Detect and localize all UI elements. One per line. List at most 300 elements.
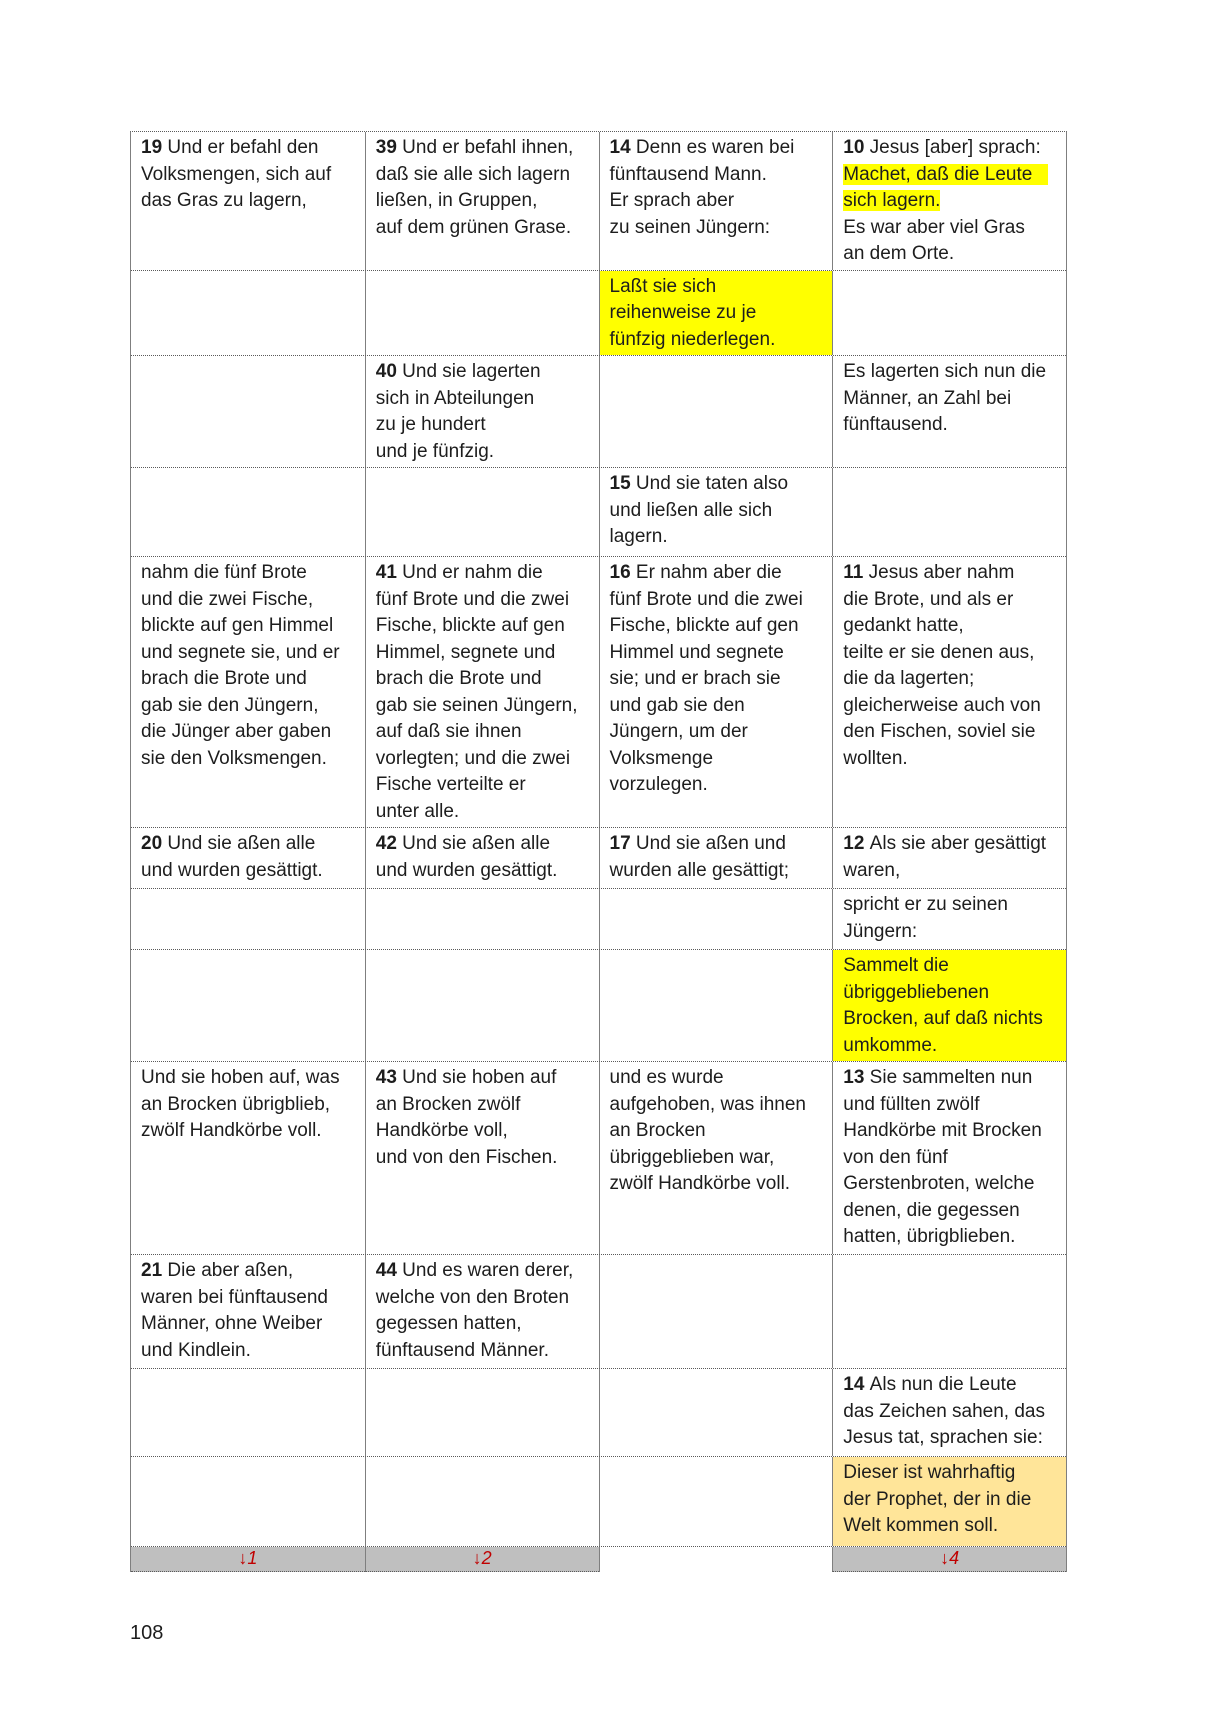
text-line xyxy=(141,162,359,189)
text-segment: 12 xyxy=(843,833,870,854)
text-line xyxy=(843,1224,1060,1251)
text-segment: auf daß sie ihnen xyxy=(375,721,522,742)
table-cell-r7c4 xyxy=(832,889,1066,949)
text-line xyxy=(376,135,593,162)
table-cell-r4c3 xyxy=(599,468,833,556)
table-row xyxy=(131,132,1066,271)
text-line xyxy=(833,1547,1066,1570)
table-row xyxy=(131,889,1066,950)
text-segment: welche von den Broten xyxy=(375,1286,570,1308)
text-segment: Jesus [aber] sprach: xyxy=(869,137,1041,158)
text-segment: Himmel und segnete xyxy=(609,641,784,663)
text-segment: 14 xyxy=(843,1374,870,1395)
text-line xyxy=(141,560,359,587)
text-line xyxy=(610,162,827,189)
table-cell-r2c3 xyxy=(599,271,833,356)
text-segment: Jesus tat, sprachen sie: xyxy=(843,1427,1043,1448)
text-line xyxy=(376,188,593,215)
text-segment: 43 xyxy=(375,1067,403,1088)
text-segment: 13 xyxy=(843,1067,870,1088)
text-line xyxy=(376,831,593,858)
text-line xyxy=(843,1065,1060,1092)
text-segment: fünftausend Männer. xyxy=(375,1339,549,1361)
text-line xyxy=(843,1092,1060,1119)
text-line xyxy=(610,274,827,301)
table-cell-r10c4 xyxy=(832,1255,1066,1368)
text-line xyxy=(141,1092,359,1119)
text-line xyxy=(610,560,827,587)
text-line xyxy=(141,693,359,720)
table-row xyxy=(131,468,1066,557)
text-line xyxy=(843,1460,1060,1487)
table-cell-r1c4 xyxy=(832,132,1066,270)
text-segment: vorzulegen. xyxy=(609,774,708,795)
text-line xyxy=(376,1065,593,1092)
text-line xyxy=(610,772,827,799)
text-line xyxy=(376,613,593,640)
text-line xyxy=(610,1065,827,1092)
text-line xyxy=(610,693,827,720)
text-line xyxy=(376,162,593,189)
table-cell-r6c1 xyxy=(131,828,365,888)
table-cell-r7c3 xyxy=(599,889,833,949)
text-segment: gab sie den Jüngern, xyxy=(141,694,319,716)
text-line xyxy=(843,1171,1060,1198)
page-number: 108 xyxy=(130,1622,164,1644)
text-line xyxy=(843,188,1060,215)
text-line xyxy=(610,666,827,693)
text-segment: Volksmengen, sich auf xyxy=(141,163,332,185)
text-line xyxy=(376,746,593,773)
text-line xyxy=(843,1372,1060,1399)
table-cell-r13c3 xyxy=(599,1547,833,1572)
text-line xyxy=(843,1033,1060,1060)
table-row xyxy=(131,1547,1066,1572)
table-cell-r12c3 xyxy=(599,1457,833,1546)
text-segment: brach die Brote und xyxy=(375,668,542,689)
text-line xyxy=(141,1065,359,1092)
text-line xyxy=(843,162,1060,189)
text-segment: und wurden gesättigt. xyxy=(375,859,558,881)
text-line xyxy=(843,215,1060,242)
text-line xyxy=(141,1285,359,1312)
text-line xyxy=(843,386,1060,413)
text-line xyxy=(843,587,1060,614)
table-cell-r3c3 xyxy=(599,356,833,467)
table-cell-r11c4 xyxy=(832,1369,1066,1456)
table-cell-r13c2 xyxy=(365,1547,599,1572)
table-cell-r2c1 xyxy=(131,271,365,356)
table-row xyxy=(131,356,1066,468)
table-cell-r11c2 xyxy=(365,1369,599,1456)
text-line xyxy=(376,412,593,439)
text-segment: Männer, an Zahl bei xyxy=(843,387,1012,409)
text-segment: daß sie alle sich lagern xyxy=(375,163,571,185)
text-segment: Handkörbe voll, xyxy=(375,1120,508,1141)
table-cell-r6c2 xyxy=(365,828,599,888)
table-cell-r11c1 xyxy=(131,1369,365,1456)
table-row xyxy=(131,271,1066,357)
text-line xyxy=(610,1092,827,1119)
text-line xyxy=(610,1145,827,1172)
text-segment: vorlegten; und die zwei xyxy=(375,747,571,769)
text-line xyxy=(843,693,1060,720)
text-segment: blickte auf gen Himmel xyxy=(141,615,334,636)
table-cell-r7c2 xyxy=(365,889,599,949)
text-segment: Und sie aßen und xyxy=(635,833,786,854)
text-segment: sich lagern. xyxy=(843,190,941,211)
text-segment: an Brocken xyxy=(609,1120,706,1141)
text-segment: die Jünger aber gaben xyxy=(141,721,332,742)
text-segment: Er sprach aber xyxy=(609,190,735,211)
table-cell-r3c2 xyxy=(365,356,599,467)
text-segment: sie; und er brach sie xyxy=(609,668,781,689)
text-line xyxy=(843,892,1060,919)
text-line xyxy=(366,1547,599,1570)
text-segment: spricht er zu seinen xyxy=(843,894,1008,915)
text-line xyxy=(843,1487,1060,1514)
text-segment: 21 xyxy=(141,1260,168,1281)
table-cell-r2c4 xyxy=(832,271,1066,356)
table-cell-r8c2 xyxy=(365,950,599,1061)
text-segment: Jesus aber nahm xyxy=(868,562,1015,583)
text-segment: 44 xyxy=(375,1260,403,1281)
table-cell-r9c2 xyxy=(365,1062,599,1254)
text-segment: von den fünf xyxy=(843,1146,948,1168)
text-segment: teilte er sie denen aus, xyxy=(843,641,1035,663)
text-segment: und segnete sie, und er xyxy=(141,641,340,663)
table-cell-r2c2 xyxy=(365,271,599,356)
text-line xyxy=(843,666,1060,693)
text-segment: Und sie aßen alle xyxy=(167,833,316,854)
text-segment: fünfzig niederlegen. xyxy=(609,328,776,350)
text-segment: gedankt hatte, xyxy=(843,615,964,636)
text-segment: aufgehoben, was ihnen xyxy=(609,1093,806,1115)
text-line xyxy=(376,1285,593,1312)
table-cell-r10c2 xyxy=(365,1255,599,1368)
table-cell-r6c4 xyxy=(832,828,1066,888)
text-line xyxy=(376,439,593,466)
table-cell-r7c1 xyxy=(131,889,365,949)
table-row xyxy=(131,1369,1066,1457)
text-segment: Jüngern: xyxy=(843,920,918,942)
text-line xyxy=(141,1118,359,1145)
text-line xyxy=(610,1118,827,1145)
table-row xyxy=(131,1457,1066,1547)
table-row xyxy=(131,1062,1066,1255)
text-line xyxy=(376,799,593,826)
text-segment: ließen, in Gruppen, xyxy=(375,190,538,211)
synopsis-table xyxy=(130,131,1067,1572)
text-line xyxy=(376,640,593,667)
table-cell-r10c3 xyxy=(599,1255,833,1368)
text-segment: waren bei fünftausend xyxy=(141,1286,328,1308)
text-line xyxy=(141,746,359,773)
text-line xyxy=(843,640,1060,667)
text-line xyxy=(610,215,827,242)
text-line xyxy=(141,188,359,215)
text-segment: Männer, ohne Weiber xyxy=(141,1313,323,1334)
text-segment: die Brote, und als er xyxy=(843,588,1014,610)
text-segment: Welt kommen soll. xyxy=(843,1515,999,1536)
text-segment: Und es waren derer, xyxy=(402,1260,574,1281)
text-line xyxy=(843,1145,1060,1172)
text-segment: Und er nahm die xyxy=(402,562,543,583)
text-line xyxy=(843,135,1060,162)
text-segment: 19 xyxy=(141,137,168,158)
text-segment: und füllten zwölf xyxy=(843,1093,980,1115)
text-segment: gleicherweise auch von xyxy=(843,694,1041,716)
table-cell-r6c3 xyxy=(599,828,833,888)
text-segment: zu seinen Jüngern: xyxy=(609,216,771,238)
text-line xyxy=(610,613,827,640)
text-line xyxy=(843,412,1060,439)
text-segment: der Prophet, der in die xyxy=(843,1488,1032,1510)
text-segment: zwölf Handkörbe voll. xyxy=(609,1173,791,1194)
text-segment: an Brocken zwölf xyxy=(375,1093,521,1115)
text-line xyxy=(376,560,593,587)
text-segment: 20 xyxy=(141,833,168,854)
text-line xyxy=(141,858,359,885)
text-line xyxy=(610,858,827,885)
text-segment: umkomme. xyxy=(843,1034,938,1056)
text-segment: wollten. xyxy=(843,747,908,769)
table-cell-r12c1 xyxy=(131,1457,365,1546)
text-line xyxy=(610,300,827,327)
text-segment: Fische, blickte auf gen xyxy=(609,615,799,636)
text-line xyxy=(131,1547,365,1570)
text-line xyxy=(141,1258,359,1285)
text-segment: Es lagerten sich nun die xyxy=(843,361,1047,382)
text-line xyxy=(843,719,1060,746)
table-cell-r11c3 xyxy=(599,1369,833,1456)
text-segment: und von den Fischen. xyxy=(375,1146,558,1168)
text-segment: Laßt sie sich xyxy=(609,275,717,297)
text-segment: übriggeblieben war, xyxy=(609,1146,775,1168)
text-line xyxy=(141,1338,359,1365)
text-segment: Brocken, auf daß nichts xyxy=(843,1008,1043,1029)
table-cell-r8c4 xyxy=(832,950,1066,1061)
text-segment: den Fischen, soviel sie xyxy=(843,721,1036,742)
table-cell-r3c1 xyxy=(131,356,365,467)
text-line xyxy=(610,587,827,614)
text-segment: und je fünfzig. xyxy=(375,440,495,462)
text-line xyxy=(843,919,1060,946)
text-segment: und Kindlein. xyxy=(141,1339,251,1361)
table-cell-r4c2 xyxy=(365,468,599,556)
table-cell-r1c2 xyxy=(365,132,599,270)
table-cell-r5c3 xyxy=(599,557,833,827)
text-segment: unter alle. xyxy=(375,800,460,822)
text-line xyxy=(843,953,1060,980)
table-cell-r9c4 xyxy=(832,1062,1066,1254)
text-line xyxy=(376,1092,593,1119)
text-segment: fünftausend Mann. xyxy=(609,163,767,185)
text-segment: Fische, blickte auf gen xyxy=(375,615,565,636)
text-segment: das Gras zu lagern, xyxy=(141,190,307,211)
text-segment: nahm die fünf Brote xyxy=(141,562,307,583)
table-cell-r1c1 xyxy=(131,132,365,270)
table-row xyxy=(131,828,1066,889)
text-segment: 39 xyxy=(375,137,403,158)
text-segment: brach die Brote und xyxy=(141,668,307,689)
text-segment: Und er befahl ihnen, xyxy=(402,137,574,158)
text-line xyxy=(141,1311,359,1338)
page-ref-arrow: ↓2 xyxy=(472,1548,492,1568)
text-segment: Dieser ist wahrhaftig xyxy=(843,1462,1016,1483)
text-line xyxy=(141,135,359,162)
text-line xyxy=(376,666,593,693)
text-line xyxy=(610,471,827,498)
text-segment: Es war aber viel Gras xyxy=(843,216,1025,238)
text-line xyxy=(843,359,1060,386)
text-segment: Sie sammelten nun xyxy=(869,1067,1033,1088)
table-cell-r4c1 xyxy=(131,468,365,556)
text-segment: zwölf Handkörbe voll. xyxy=(141,1120,322,1141)
text-line xyxy=(141,719,359,746)
text-segment: das Zeichen sahen, das xyxy=(843,1400,1045,1422)
text-segment: 11 xyxy=(843,562,869,583)
text-segment: Und er befahl den xyxy=(167,137,319,158)
table-cell-r13c1 xyxy=(131,1547,365,1572)
text-line xyxy=(843,241,1060,268)
table-cell-r5c2 xyxy=(365,557,599,827)
table-cell-r5c4 xyxy=(832,557,1066,827)
text-segment: lagern. xyxy=(609,526,668,547)
text-line xyxy=(610,746,827,773)
text-line xyxy=(843,1198,1060,1225)
text-line xyxy=(843,1006,1060,1033)
text-segment: 15 xyxy=(609,473,636,494)
text-segment: Jüngern, um der xyxy=(609,721,748,742)
text-line xyxy=(610,719,827,746)
text-line xyxy=(843,831,1060,858)
text-line xyxy=(376,587,593,614)
text-segment: und gab sie den xyxy=(609,694,745,716)
text-line xyxy=(376,215,593,242)
text-line xyxy=(376,1311,593,1338)
text-segment: 10 xyxy=(843,137,870,158)
text-line xyxy=(610,640,827,667)
table-cell-r12c2 xyxy=(365,1457,599,1546)
text-segment: fünf Brote und die zwei xyxy=(609,588,803,610)
text-segment: fünf Brote und die zwei xyxy=(375,588,570,610)
table-cell-r13c4 xyxy=(832,1547,1066,1572)
text-segment: an Brocken übrigblieb, xyxy=(141,1093,331,1115)
text-line xyxy=(843,1399,1060,1426)
text-segment: 41 xyxy=(375,562,403,583)
text-segment: auf dem grünen Grase. xyxy=(375,216,572,238)
text-line xyxy=(141,640,359,667)
text-segment: Sammelt die xyxy=(843,955,949,976)
text-line xyxy=(376,1145,593,1172)
text-line xyxy=(843,746,1060,773)
text-segment: 16 xyxy=(609,562,636,583)
text-segment: Die aber aßen, xyxy=(167,1260,294,1281)
text-line xyxy=(141,831,359,858)
table-cell-r9c1 xyxy=(131,1062,365,1254)
text-segment: Und sie taten also xyxy=(635,473,789,494)
text-line xyxy=(141,666,359,693)
text-line xyxy=(610,135,827,162)
text-segment: und ließen alle sich xyxy=(609,499,773,521)
text-line xyxy=(141,613,359,640)
text-line xyxy=(843,858,1060,885)
text-line xyxy=(376,359,593,386)
text-segment: 17 xyxy=(609,833,636,854)
table-cell-r12c4 xyxy=(832,1457,1066,1546)
text-segment: und es wurde xyxy=(609,1067,724,1088)
text-segment: wurden alle gesättigt; xyxy=(609,859,790,881)
text-segment: hatten, übrigblieben. xyxy=(843,1226,1016,1247)
text-segment: 14 xyxy=(609,137,636,158)
table-cell-r8c1 xyxy=(131,950,365,1061)
text-segment: denen, die gegessen xyxy=(843,1199,1020,1221)
text-line xyxy=(610,831,827,858)
table-row xyxy=(131,1255,1066,1369)
text-line xyxy=(610,524,827,551)
table-row xyxy=(131,950,1066,1062)
text-line xyxy=(376,772,593,799)
text-segment: waren, xyxy=(843,859,901,881)
text-segment: Er nahm aber die xyxy=(635,562,782,583)
text-segment: Und sie aßen alle xyxy=(402,833,551,854)
table-cell-r5c1 xyxy=(131,557,365,827)
text-segment: Denn es waren bei xyxy=(635,137,795,158)
text-segment: 42 xyxy=(375,833,403,854)
text-segment: fünftausend. xyxy=(843,414,948,435)
text-line xyxy=(376,1258,593,1285)
text-segment: Volksmenge xyxy=(609,747,714,769)
text-line xyxy=(610,1171,827,1198)
text-segment: übriggebliebenen xyxy=(843,981,990,1003)
text-segment: gab sie seinen Jüngern, xyxy=(375,694,578,716)
text-line xyxy=(376,693,593,720)
text-segment: Himmel, segnete und xyxy=(375,641,556,663)
text-segment: die da lagerten; xyxy=(843,668,975,689)
text-segment: reihenweise zu je xyxy=(609,302,757,323)
text-line xyxy=(843,1513,1060,1540)
text-segment: Und sie hoben auf xyxy=(402,1067,557,1088)
text-segment: Handkörbe mit Brocken xyxy=(843,1120,1042,1141)
page-ref-arrow: ↓4 xyxy=(940,1548,960,1568)
text-line xyxy=(610,188,827,215)
table-cell-r3c4 xyxy=(832,356,1066,467)
text-segment: sie den Volksmengen. xyxy=(141,747,327,769)
text-line xyxy=(610,498,827,525)
text-segment: Machet, daß die Leute xyxy=(843,164,1048,185)
table-cell-r8c3 xyxy=(599,950,833,1061)
text-segment: 40 xyxy=(375,361,403,382)
text-line xyxy=(843,980,1060,1007)
table-cell-r4c4 xyxy=(832,468,1066,556)
table-row xyxy=(131,557,1066,828)
text-segment: Als nun die Leute xyxy=(869,1374,1017,1395)
text-segment: sich in Abteilungen xyxy=(375,387,535,409)
text-segment: und die zwei Fische, xyxy=(141,588,314,610)
text-segment: Fische verteilte er xyxy=(375,774,526,795)
text-segment: und wurden gesättigt. xyxy=(141,859,323,881)
text-segment: an dem Orte. xyxy=(843,243,955,264)
text-segment: gegessen hatten, xyxy=(375,1313,522,1334)
text-segment: Als sie aber gesättigt xyxy=(869,833,1047,854)
text-line xyxy=(843,1118,1060,1145)
text-line xyxy=(843,1425,1060,1452)
text-line xyxy=(610,327,827,354)
page-ref-arrow: ↓1 xyxy=(238,1548,258,1568)
table-cell-r1c3 xyxy=(599,132,833,270)
text-line xyxy=(376,719,593,746)
